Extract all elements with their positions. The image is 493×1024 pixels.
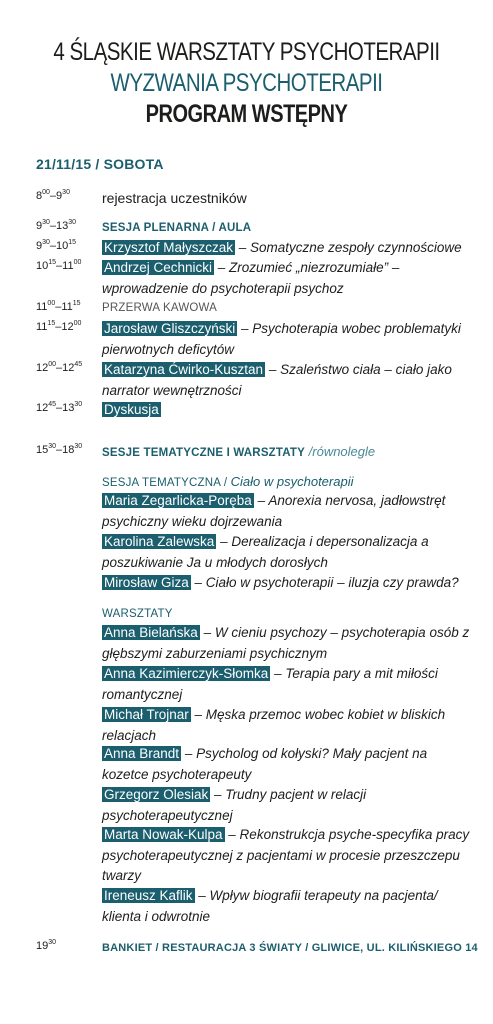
talk-title: – Szaleństwo ciała – ciało jako narrator wewnętrzności: [102, 362, 452, 398]
workshop-title: – Terapia pary a mit miłości romantycznej: [102, 666, 438, 702]
talk-title: – Anorexia nervosa, jadłowstręt psychiczny wieku dojrzewania: [102, 493, 446, 529]
talk-title: – Ciało w psychoterapii – iluzja czy prawda?: [190, 575, 459, 590]
talk-entry: [102, 400, 472, 421]
talk-title: – Zrozumieć „niezrozumiałe” – wprowadzenie do psychoterapii psychoz: [102, 260, 400, 296]
workshop-title: – Wpływ biografii terapeuty na pacjenta/ klienta i odwrotnie: [102, 888, 438, 924]
thematic-sessions-heading: [102, 442, 472, 464]
time-slot: $11^{00}-11^{15}$: [36, 300, 81, 313]
time-slot: $19^{30}$: [36, 939, 57, 952]
thematic-session-label: SESJA TEMATYCZNA /: [102, 477, 231, 489]
speaker-name: Karolina Zalewska: [104, 534, 215, 549]
talk-entry: [102, 258, 472, 299]
talk-entry: [102, 238, 472, 259]
speaker-name: Mirosław Giza: [104, 575, 189, 590]
talk-title: – Psychoterapia wobec problematyki pierwotnych deficytów: [102, 321, 461, 357]
thematic-sessions-label: SESJE TEMATYCZNE I WARSZTATY: [102, 447, 306, 459]
speaker-name: Katarzyna Ćwirko-Kusztan: [104, 362, 264, 377]
banquet-label: BANKIET / RESTAURACJA 3 ŚWIATY / GLIWICE, UL. KILIŃSKIEGO 14: [102, 942, 478, 954]
workshop-title: – Psycholog od kołyski? Mały pacjent na kozetce psychoterapeuty: [102, 746, 428, 782]
workshop-entry: [102, 785, 472, 826]
workshop-entry: [102, 705, 472, 746]
workshop-title: – Trudny pacjent w relacji psychoterapeutycznej: [102, 787, 367, 823]
workshop-title: – Rekonstrukcja psyche-specyfika pracy psychoterapeutycznej z pacjentami w procesie przeszczepu twarzy: [102, 827, 470, 883]
time-slot: $15^{30}-18^{30}$: [36, 443, 83, 456]
time-slot: $9^{30}-10^{15}$: [36, 239, 77, 252]
parallel-note: /równolegle: [305, 444, 376, 459]
workshop-entry: [102, 744, 472, 785]
time-slot: $12^{45}-13^{30}$: [36, 401, 83, 414]
talk-entry: [102, 319, 472, 360]
plenary-session-label: SESJA PLENARNA / AULA: [102, 222, 252, 234]
speaker-name: Michał Trojnar: [104, 707, 189, 722]
talk-title: – Somatyczne zespoły czynnościowe: [235, 240, 462, 255]
talk-entry: [102, 532, 472, 573]
day-heading: 21/11/15 / SOBOTA: [36, 156, 164, 172]
coffee-break-label: PRZERWA KAWOWA: [102, 302, 218, 314]
speaker-name: Marta Nowak-Kulpa: [104, 827, 223, 842]
speaker-name: Maria Zegarlicka-Poręba: [104, 493, 252, 508]
speaker-name: Krzysztof Małyszczak: [104, 240, 234, 255]
talk-title: – Derealizacja i depersonalizacja a poszukiwanie Ja u młodych dorosłych: [102, 534, 429, 570]
time-slot: $9^{30}-13^{30}$: [36, 219, 77, 232]
workshop-title: – W cieniu psychozy – psychoterapia osób z głębszymi zaburzeniami psychicznym: [102, 625, 470, 661]
talk-entry: [102, 360, 472, 401]
time-slot: $12^{00}-12^{45}$: [36, 361, 83, 374]
talk-entry: [102, 573, 472, 594]
workshops-label: WARSZTATY: [102, 608, 173, 620]
speaker-name: Anna Brandt: [104, 746, 180, 761]
discussion-label: Dyskusja: [104, 402, 159, 417]
event-subtitle: WYZWANIA PSYCHOTERAPII: [110, 69, 383, 97]
speaker-name: Ireneusz Kaflik: [104, 888, 193, 903]
speaker-name: Grzegorz Olesiak: [104, 787, 209, 802]
time-slot: $11^{15}-12^{00}$: [36, 320, 82, 333]
event-title: 4 ŚLĄSKIE WARSZTATY PSYCHOTERAPII: [53, 38, 440, 66]
speaker-name: Andrzej Cechnicki: [104, 260, 213, 275]
talk-entry: [102, 491, 472, 532]
program-heading: PROGRAM WSTĘPNY: [145, 100, 348, 128]
workshop-entry: [102, 825, 472, 887]
program-header: [0, 36, 493, 130]
workshop-entry: [102, 664, 472, 705]
workshop-entry: [102, 623, 472, 664]
registration-text: rejestracja uczestników: [102, 190, 247, 206]
thematic-session-title: Ciało w psychoterapii: [230, 474, 354, 489]
workshop-title: – Męska przemoc wobec kobiet w bliskich relacjach: [102, 707, 446, 743]
workshop-entry: [102, 886, 472, 927]
time-slot: $10^{15}-11^{00}$: [36, 259, 82, 272]
time-slot: $8^{00}-9^{30}$: [36, 189, 70, 202]
speaker-name: Anna Bielańska: [104, 625, 198, 640]
speaker-name: Anna Kazimierczyk-Słomka: [104, 666, 269, 681]
speaker-name: Jarosław Gliszczyński: [104, 321, 236, 336]
